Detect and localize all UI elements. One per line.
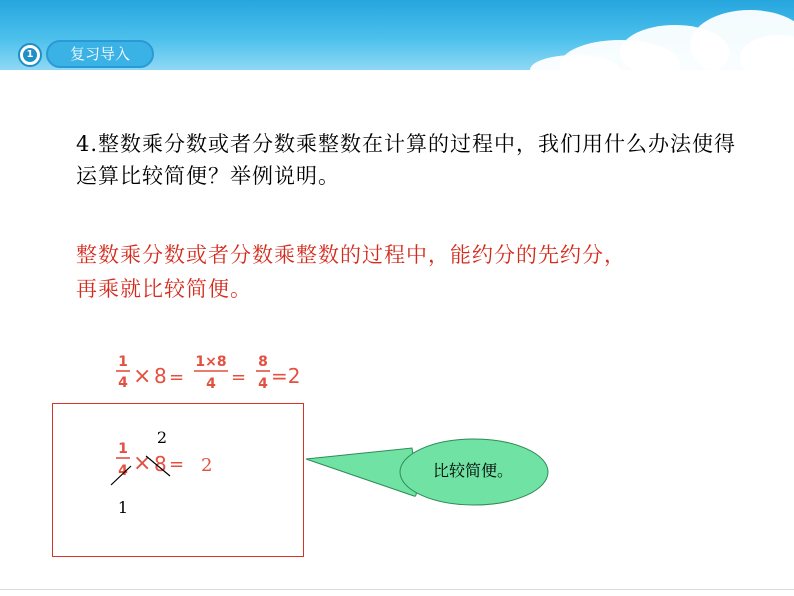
frac2-numerator: 1×8	[195, 354, 227, 370]
reduced-label-top: 2	[156, 428, 168, 447]
reduced-label-bottom: 1	[117, 498, 129, 517]
callout-text: 比较简便。	[432, 461, 513, 480]
simplified-denominator: 4	[118, 463, 128, 479]
section-title: 复习导入	[46, 40, 154, 68]
question-text: 4.整数乘分数或者分数乘整数在计算的过程中，我们用什么办法使得运算比较简便？举例说明。	[76, 132, 737, 188]
result: =2	[271, 364, 301, 388]
answer-line-1: 整数乘分数或者分数乘整数的过程中，能约分的先约分，	[76, 243, 626, 267]
answer-line-2: 再乘就比较简便。	[76, 277, 252, 301]
section-number: 1	[23, 48, 37, 62]
frac1-denominator: 4	[118, 375, 128, 391]
footer-divider	[0, 589, 794, 590]
times-sign: ×	[133, 364, 152, 389]
frac1-numerator: 1	[118, 354, 128, 370]
equals-sign: =	[231, 367, 247, 388]
equals-sign: =	[169, 454, 185, 475]
simplified-factor: 8	[154, 452, 167, 476]
example-equation	[116, 354, 300, 392]
frac2-denominator: 4	[206, 376, 216, 392]
equals-sign: =	[169, 367, 185, 388]
frac3-denominator: 4	[258, 376, 268, 392]
simplified-numerator: 1	[118, 441, 128, 457]
times-sign: ×	[133, 451, 152, 476]
frac3-numerator: 8	[258, 354, 268, 370]
simplified-result: 2	[201, 455, 213, 476]
factor: 8	[154, 364, 167, 388]
simplified-equation	[111, 428, 212, 517]
